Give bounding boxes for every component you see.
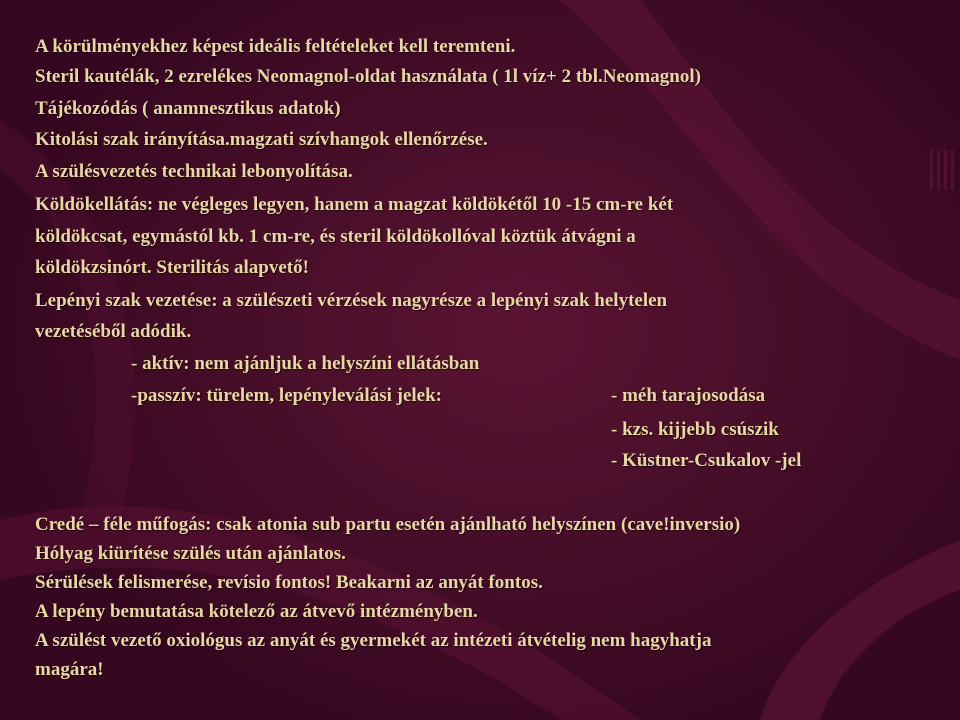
text-line: A szülésvezetés technikai lebonyolítása. (35, 161, 353, 182)
text-line: A körülményekhez képest ideális feltételeket kell teremteni. (35, 36, 516, 57)
placental-sign: - Küstner-Csukalov -jel (611, 450, 802, 471)
text-line: A szülést vezető oxiológus az anyát és gyermekét az intézeti átvételig nem hagyhatja (35, 630, 712, 651)
text-line: Hólyag kiürítése szülés után ajánlatos. (35, 543, 346, 564)
text-line: Steril kautélák, 2 ezrelékes Neomagnol-oldat használata ( 1l víz+ 2 tbl.Neomagnol) (35, 66, 701, 87)
text-line: magára! (35, 659, 104, 680)
text-line: Credé – féle műfogás: csak atonia sub partu esetén ajánlható helyszínen (cave!inversio) (35, 514, 741, 535)
text-line: Kitolási szak irányítása.magzati szívhangok ellenőrzése. (35, 129, 488, 150)
text-line: Sérülések felismerése, revísio fontos! Beakarni az anyát fontos. (35, 572, 543, 593)
text-line: Lepényi szak vezetése: a szülészeti vérzések nagyrésze a lepényi szak helytelen (35, 290, 668, 311)
text-line: köldökzsinórt. Sterilitás alapvető! (35, 257, 309, 278)
text-line: A lepény bemutatása kötelező az átvevő intézményben. (35, 601, 478, 622)
passive-management-line: -passzív: türelem, lepényleválási jelek: (131, 385, 442, 406)
text-line: köldökcsat, egymástól kb. 1 cm-re, és steril köldökollóval köztük átvágni a (35, 226, 636, 247)
placental-sign: - kzs. kijjebb csúszik (611, 419, 779, 440)
text-line: Köldökellátás: ne végleges legyen, hanem a magzat köldökétől 10 -15 cm-re két (35, 194, 674, 215)
placental-sign: - méh tarajosodása (611, 385, 766, 406)
slide-content (35, 0, 950, 720)
active-management-line: - aktív: nem ajánljuk a helyszíni ellátásban (131, 353, 480, 374)
text-line: Tájékozódás ( anamnesztikus adatok) (35, 98, 341, 119)
text-line: vezetéséből adódik. (35, 321, 192, 342)
